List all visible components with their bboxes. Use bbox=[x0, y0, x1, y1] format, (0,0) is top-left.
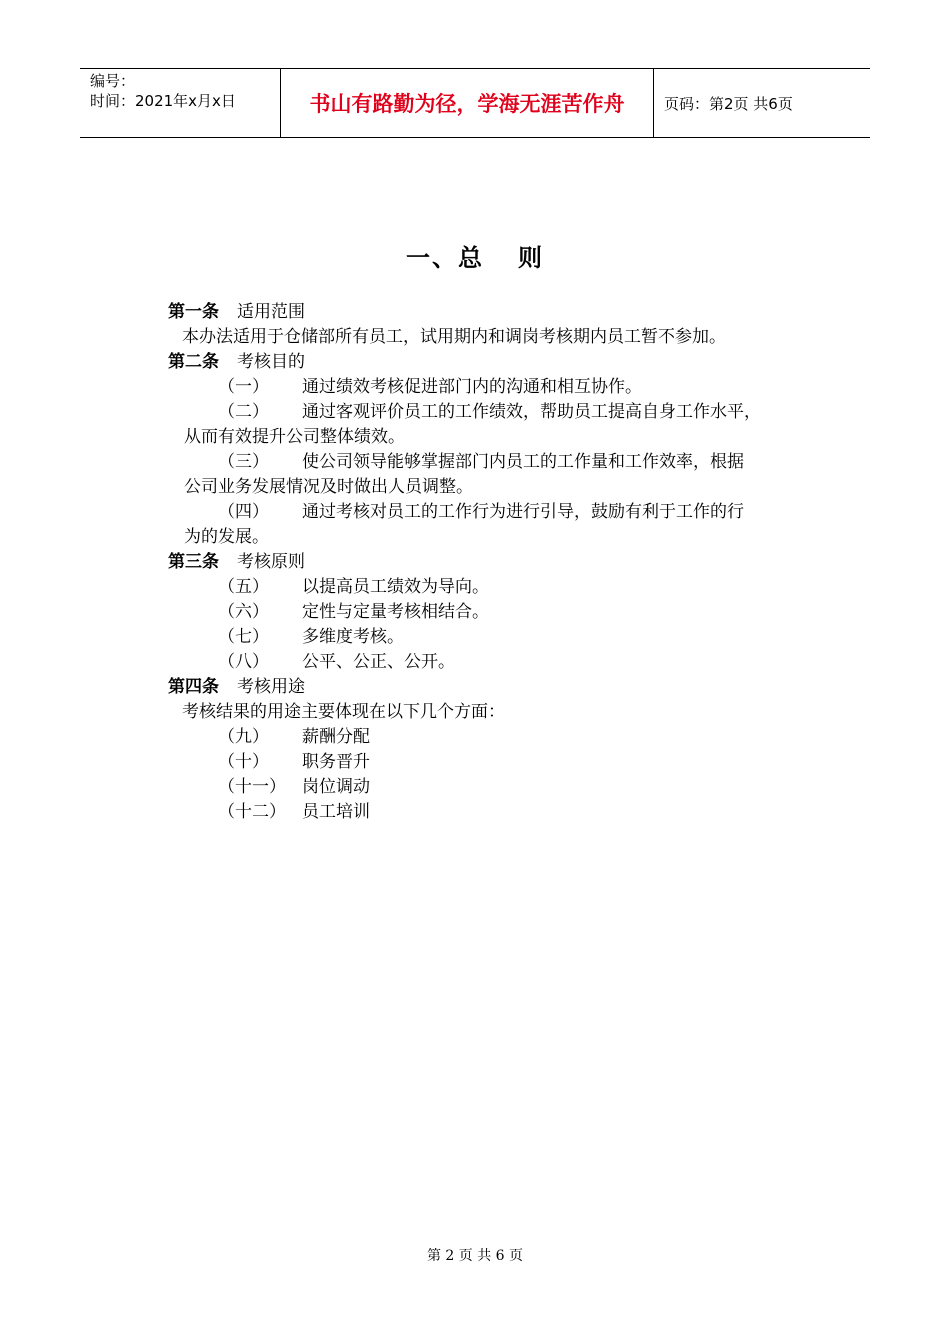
list-item bbox=[168, 650, 818, 675]
article-number: 第四条 bbox=[168, 677, 219, 697]
article-number: 第一条 bbox=[168, 302, 219, 322]
item-number: （五） bbox=[218, 577, 269, 597]
item-text: 定性与定量考核相结合。 bbox=[302, 602, 489, 622]
list-item bbox=[168, 600, 818, 625]
page-footer: 第 2 页 共 6 页 bbox=[426, 1248, 524, 1264]
list-item bbox=[168, 625, 818, 650]
item-text: 员工培训 bbox=[302, 802, 370, 822]
article-title: 考核目的 bbox=[237, 352, 305, 372]
article-title: 考核原则 bbox=[237, 552, 305, 572]
header-info-cell bbox=[80, 69, 281, 137]
item-continuation: 为的发展。 bbox=[184, 527, 269, 547]
header-page-number: 页码：第2页 共6页 bbox=[664, 94, 793, 113]
list-item bbox=[168, 725, 818, 750]
item-text: 使公司领导能够掌握部门内员工的工作量和工作效率，根据 bbox=[302, 452, 744, 472]
list-item bbox=[168, 400, 818, 425]
document-time-label: 时间：2021年x月x日 bbox=[90, 92, 236, 110]
item-text: 薪酬分配 bbox=[302, 727, 370, 747]
item-number: （二） bbox=[218, 402, 269, 422]
item-text: 通过客观评价员工的工作绩效，帮助员工提高自身工作水平， bbox=[302, 402, 761, 422]
item-text: 公平、公正、公开。 bbox=[302, 652, 455, 672]
list-item bbox=[168, 375, 818, 400]
item-text: 通过绩效考核促进部门内的沟通和相互协作。 bbox=[302, 377, 642, 397]
item-number: （四） bbox=[218, 502, 269, 522]
item-number: （十二） bbox=[218, 802, 286, 822]
item-number: （六） bbox=[218, 602, 269, 622]
item-number: （九） bbox=[218, 727, 269, 747]
list-item bbox=[168, 500, 818, 525]
item-number: （一） bbox=[218, 377, 269, 397]
document-body bbox=[168, 300, 818, 825]
article-title: 适用范围 bbox=[237, 302, 305, 322]
item-number: （十） bbox=[218, 752, 269, 772]
item-number: （七） bbox=[218, 627, 269, 647]
article-4-heading bbox=[168, 675, 818, 700]
item-number: （十一） bbox=[218, 777, 286, 797]
item-text: 通过考核对员工的工作行为进行引导，鼓励有利于工作的行 bbox=[302, 502, 744, 522]
article-number: 第二条 bbox=[168, 352, 219, 372]
item-continuation: 公司业务发展情况及时做出人员调整。 bbox=[184, 477, 473, 497]
article-title: 考核用途 bbox=[237, 677, 305, 697]
item-continuation: 从而有效提升公司整体绩效。 bbox=[184, 427, 405, 447]
list-item bbox=[168, 750, 818, 775]
article-2-heading bbox=[168, 350, 818, 375]
page-header bbox=[80, 68, 870, 138]
section-title-left: 一、总 bbox=[406, 244, 484, 272]
article-number: 第三条 bbox=[168, 552, 219, 572]
list-item bbox=[168, 450, 818, 475]
article-1-paragraph: 本办法适用于仓储部所有员工，试用期内和调岗考核期内员工暂不参加。 bbox=[182, 327, 726, 347]
list-item bbox=[168, 800, 818, 825]
list-item bbox=[168, 775, 818, 800]
article-4-paragraph: 考核结果的用途主要体现在以下几个方面： bbox=[182, 702, 505, 722]
article-1-heading bbox=[168, 300, 818, 325]
article-3-heading bbox=[168, 550, 818, 575]
item-number: （八） bbox=[218, 652, 269, 672]
section-title bbox=[0, 238, 950, 273]
item-number: （三） bbox=[218, 452, 269, 472]
document-number-label: 编号： bbox=[90, 72, 136, 90]
header-motto: 书山有路勤为径，学海无涯苦作舟 bbox=[281, 69, 654, 137]
section-title-right: 则 bbox=[518, 244, 544, 272]
list-item bbox=[168, 575, 818, 600]
item-text: 职务晋升 bbox=[302, 752, 370, 772]
item-text: 以提高员工绩效为导向。 bbox=[302, 577, 489, 597]
item-text: 多维度考核。 bbox=[302, 627, 404, 647]
item-text: 岗位调动 bbox=[302, 777, 370, 797]
